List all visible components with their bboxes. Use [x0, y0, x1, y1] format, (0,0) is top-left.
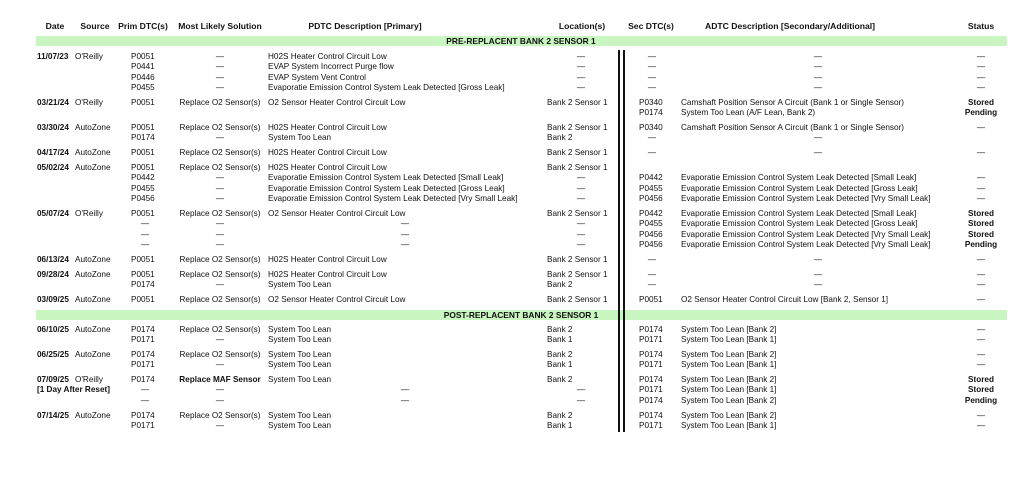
- secondary-dtc: P0456: [639, 194, 663, 204]
- column-header: ADTC Description [Secondary/Additional]: [705, 21, 875, 31]
- primary-dtc: —: [140, 385, 150, 395]
- primary-dtc: P0051: [131, 52, 155, 61]
- primary-dtc: P0051: [131, 295, 155, 304]
- entry-source: O'Reilly: [75, 52, 103, 61]
- secondary-dtc: P0174: [639, 350, 663, 359]
- primary-dtc: P0174: [131, 325, 155, 334]
- entry-date: 06/10/25: [37, 325, 69, 334]
- section-title: PRE-REPLACENT BANK 2 SENSOR 1: [446, 36, 596, 46]
- likely-solution: —: [215, 360, 225, 370]
- primary-description: —: [400, 229, 410, 239]
- primary-dtc: P0051: [131, 209, 155, 218]
- additional-description: System Too Lean [Bank 1]: [681, 335, 777, 345]
- likely-solution: —: [215, 395, 225, 405]
- secondary-dtc: —: [647, 83, 657, 93]
- likely-solution: —: [215, 421, 225, 431]
- column-header: Location(s): [558, 21, 606, 31]
- entry-source: AutoZone: [75, 255, 111, 264]
- location: Bank 2: [547, 350, 573, 359]
- additional-description: Camshaft Position Sensor A Circuit (Bank 1 or Single Sensor): [681, 123, 904, 132]
- primary-dtc: P0051: [131, 163, 155, 172]
- secondary-dtc: P0442: [639, 173, 663, 183]
- likely-solution: Replace O2 Sensor(s): [179, 270, 261, 279]
- primary-dtc: P0171: [131, 335, 155, 345]
- entry-source: AutoZone: [75, 350, 111, 359]
- primary-description: O2 Sensor Heater Control Circuit Low: [268, 295, 406, 304]
- additional-description: —: [813, 270, 823, 279]
- entry-source: AutoZone: [75, 148, 111, 157]
- status: —: [976, 295, 986, 304]
- column-header: Status: [967, 21, 995, 31]
- additional-description: Evaporatie Emission Control System Leak Detected [Vry Small Leak]: [681, 240, 931, 250]
- primary-description: Evaporatie Emission Control System Leak Detected [Gross Leak]: [268, 83, 505, 93]
- status: Stored: [968, 229, 994, 239]
- additional-description: System Too Lean [Bank 2]: [681, 325, 777, 334]
- status: Pending: [964, 395, 998, 405]
- column-header: Prim DTC(s): [118, 21, 168, 31]
- additional-description: System Too Lean [Bank 2]: [681, 350, 777, 359]
- secondary-dtc: P0171: [639, 421, 663, 431]
- additional-description: O2 Sensor Heater Control Circuit Low [Bank 2, Sensor 1]: [681, 295, 889, 304]
- column-header: Most Likely Solution: [178, 21, 262, 31]
- additional-description: —: [813, 255, 823, 264]
- secondary-dtc: P0171: [639, 335, 663, 345]
- location: Bank 2 Sensor 1: [547, 123, 608, 132]
- location: Bank 2: [547, 375, 573, 384]
- location: Bank 1: [547, 335, 573, 345]
- entry-note: [1 Day After Reset]: [37, 385, 110, 395]
- likely-solution: Replace O2 Sensor(s): [179, 209, 261, 218]
- likely-solution: Replace MAF Sensor: [179, 375, 261, 384]
- status: —: [976, 72, 986, 82]
- location: —: [576, 52, 586, 61]
- location: Bank 1: [547, 421, 573, 431]
- primary-description: System Too Lean: [268, 350, 332, 359]
- additional-description: Evaporatie Emission Control System Leak Detected [Small Leak]: [681, 209, 917, 218]
- additional-description: —: [813, 148, 823, 157]
- primary-description: Evaporatie Emission Control System Leak Detected [Gross Leak]: [268, 183, 505, 193]
- status: —: [976, 421, 986, 431]
- likely-solution: —: [215, 52, 225, 61]
- location: —: [576, 62, 586, 72]
- secondary-dtc: P0174: [639, 108, 663, 118]
- primary-dtc: P0051: [131, 270, 155, 279]
- additional-description: —: [813, 133, 823, 143]
- primary-description: System Too Lean: [268, 280, 332, 290]
- status: Stored: [968, 98, 994, 107]
- secondary-dtc: P0174: [639, 325, 663, 334]
- status: —: [976, 123, 986, 132]
- likely-solution: —: [215, 335, 225, 345]
- entry-source: AutoZone: [75, 325, 111, 334]
- entry-source: O'Reilly: [75, 98, 103, 107]
- additional-description: —: [813, 72, 823, 82]
- location: Bank 2 Sensor 1: [547, 295, 608, 304]
- location: Bank 2: [547, 280, 573, 290]
- status: Stored: [968, 385, 994, 395]
- status: —: [976, 83, 986, 93]
- entry-date: 04/17/24: [37, 148, 69, 157]
- primary-description: System Too Lean: [268, 335, 332, 345]
- primary-description: System Too Lean: [268, 421, 332, 431]
- additional-description: System Too Lean [Bank 2]: [681, 411, 777, 420]
- secondary-dtc: P0174: [639, 411, 663, 420]
- primary-description: H02S Heater Control Circuit Low: [268, 52, 387, 61]
- column-header: PDTC Description [Primary]: [308, 21, 422, 31]
- primary-description: System Too Lean: [268, 360, 332, 370]
- likely-solution: —: [215, 194, 225, 204]
- primary-dtc: P0442: [131, 173, 155, 183]
- status: —: [976, 350, 986, 359]
- primary-description: —: [400, 240, 410, 250]
- secondary-dtc: P0455: [639, 219, 663, 229]
- primary-dtc: P0174: [131, 133, 155, 143]
- likely-solution: Replace O2 Sensor(s): [179, 163, 261, 172]
- location: —: [576, 385, 586, 395]
- entry-source: O'Reilly: [75, 209, 103, 218]
- primary-dtc: —: [140, 219, 150, 229]
- primary-description: O2 Sensor Heater Control Circuit Low: [268, 98, 406, 107]
- status: Pending: [964, 108, 998, 118]
- entry-source: AutoZone: [75, 270, 111, 279]
- likely-solution: Replace O2 Sensor(s): [179, 295, 261, 304]
- entry-source: AutoZone: [75, 295, 111, 304]
- location: —: [576, 240, 586, 250]
- likely-solution: Replace O2 Sensor(s): [179, 350, 261, 359]
- likely-solution: —: [215, 83, 225, 93]
- location: Bank 2: [547, 133, 573, 143]
- primary-dtc: P0446: [131, 72, 155, 82]
- primary-description: System Too Lean: [268, 411, 332, 420]
- primary-description: H02S Heater Control Circuit Low: [268, 270, 387, 279]
- location: —: [576, 173, 586, 183]
- location: —: [576, 72, 586, 82]
- location: —: [576, 395, 586, 405]
- primary-description: H02S Heater Control Circuit Low: [268, 255, 387, 264]
- secondary-dtc: P0171: [639, 360, 663, 370]
- primary-dtc: P0174: [131, 280, 155, 290]
- likely-solution: —: [215, 173, 225, 183]
- secondary-dtc: P0456: [639, 229, 663, 239]
- column-header: Sec DTC(s): [628, 21, 674, 31]
- secondary-dtc: —: [647, 133, 657, 143]
- entry-date: 03/09/25: [37, 295, 69, 304]
- additional-description: Evaporatie Emission Control System Leak Detected [Gross Leak]: [681, 183, 918, 193]
- primary-description: Evaporatie Emission Control System Leak Detected [Small Leak]: [268, 173, 504, 183]
- secondary-dtc: P0171: [639, 385, 663, 395]
- primary-description: H02S Heater Control Circuit Low: [268, 148, 387, 157]
- location: —: [576, 83, 586, 93]
- primary-description: Evaporatie Emission Control System Leak Detected [Vry Small Leak]: [268, 194, 518, 204]
- entry-date: 03/21/24: [37, 98, 69, 107]
- column-header: Source: [80, 21, 110, 31]
- status: —: [976, 148, 986, 157]
- status: Stored: [968, 375, 994, 384]
- additional-description: Evaporatie Emission Control System Leak Detected [Vry Small Leak]: [681, 229, 931, 239]
- likely-solution: —: [215, 240, 225, 250]
- status: —: [976, 183, 986, 193]
- location: Bank 2 Sensor 1: [547, 148, 608, 157]
- primary-dtc: P0051: [131, 123, 155, 132]
- secondary-dtc: P0174: [639, 395, 663, 405]
- primary-dtc: —: [140, 395, 150, 405]
- likely-solution: —: [215, 229, 225, 239]
- primary-dtc: P0455: [131, 83, 155, 93]
- entry-source: AutoZone: [75, 163, 111, 172]
- location: Bank 2: [547, 325, 573, 334]
- primary-dtc: P0171: [131, 360, 155, 370]
- likely-solution: —: [215, 72, 225, 82]
- primary-dtc: P0456: [131, 194, 155, 204]
- status: Stored: [968, 219, 994, 229]
- secondary-dtc: P0174: [639, 375, 663, 384]
- likely-solution: —: [215, 62, 225, 72]
- location: Bank 2: [547, 411, 573, 420]
- secondary-dtc: P0340: [639, 98, 663, 107]
- status: —: [976, 52, 986, 61]
- likely-solution: Replace O2 Sensor(s): [179, 148, 261, 157]
- status: —: [976, 194, 986, 204]
- entry-source: AutoZone: [75, 123, 111, 132]
- additional-description: System Too Lean (A/F Lean, Bank 2): [681, 108, 816, 118]
- likely-solution: Replace O2 Sensor(s): [179, 98, 261, 107]
- additional-description: —: [813, 62, 823, 72]
- column-divider: [623, 50, 625, 432]
- secondary-dtc: —: [647, 52, 657, 61]
- additional-description: —: [813, 83, 823, 93]
- likely-solution: Replace O2 Sensor(s): [179, 325, 261, 334]
- additional-description: System Too Lean [Bank 1]: [681, 360, 777, 370]
- entry-date: 11/07/23: [37, 52, 69, 61]
- primary-description: O2 Sensor Heater Control Circuit Low: [268, 209, 406, 218]
- primary-dtc: P0051: [131, 148, 155, 157]
- additional-description: System Too Lean [Bank 2]: [681, 395, 777, 405]
- secondary-dtc: —: [647, 72, 657, 82]
- likely-solution: Replace O2 Sensor(s): [179, 411, 261, 420]
- likely-solution: Replace O2 Sensor(s): [179, 123, 261, 132]
- status: —: [976, 173, 986, 183]
- primary-description: System Too Lean: [268, 325, 332, 334]
- additional-description: Evaporatie Emission Control System Leak Detected [Vry Small Leak]: [681, 194, 931, 204]
- primary-dtc: —: [140, 229, 150, 239]
- primary-dtc: P0455: [131, 183, 155, 193]
- location: Bank 2 Sensor 1: [547, 270, 608, 279]
- primary-description: —: [400, 219, 410, 229]
- location: —: [576, 183, 586, 193]
- column-header: Date: [45, 21, 65, 31]
- primary-dtc: P0051: [131, 255, 155, 264]
- secondary-dtc: —: [647, 270, 657, 279]
- entry-date: 03/30/24: [37, 123, 69, 132]
- status: —: [976, 255, 986, 264]
- additional-description: Evaporatie Emission Control System Leak Detected [Gross Leak]: [681, 219, 918, 229]
- status: —: [976, 280, 986, 290]
- secondary-dtc: P0455: [639, 183, 663, 193]
- primary-dtc: P0174: [131, 350, 155, 359]
- likely-solution: —: [215, 133, 225, 143]
- primary-description: System Too Lean: [268, 375, 332, 384]
- entry-date: 07/14/25: [37, 411, 69, 420]
- secondary-dtc: P0340: [639, 123, 663, 132]
- column-divider: [618, 50, 620, 432]
- entry-date: 09/28/24: [37, 270, 69, 279]
- status: —: [976, 335, 986, 345]
- status: —: [976, 325, 986, 334]
- primary-dtc: P0051: [131, 98, 155, 107]
- location: Bank 1: [547, 360, 573, 370]
- location: Bank 2 Sensor 1: [547, 255, 608, 264]
- primary-dtc: —: [140, 240, 150, 250]
- primary-dtc: P0174: [131, 375, 155, 384]
- secondary-dtc: P0051: [639, 295, 663, 304]
- location: Bank 2 Sensor 1: [547, 209, 608, 218]
- additional-description: —: [813, 280, 823, 290]
- primary-description: H02S Heater Control Circuit Low: [268, 123, 387, 132]
- entry-date: 06/25/25: [37, 350, 69, 359]
- likely-solution: —: [215, 219, 225, 229]
- status: Stored: [968, 209, 994, 218]
- likely-solution: —: [215, 280, 225, 290]
- primary-description: H02S Heater Control Circuit Low: [268, 163, 387, 172]
- additional-description: System Too Lean [Bank 1]: [681, 421, 777, 431]
- status: —: [976, 62, 986, 72]
- entry-date: 07/09/25: [37, 375, 69, 384]
- location: Bank 2 Sensor 1: [547, 98, 608, 107]
- likely-solution: Replace O2 Sensor(s): [179, 255, 261, 264]
- entry-source: AutoZone: [75, 411, 111, 420]
- secondary-dtc: —: [647, 280, 657, 290]
- secondary-dtc: P0456: [639, 240, 663, 250]
- likely-solution: —: [215, 183, 225, 193]
- additional-description: —: [813, 52, 823, 61]
- location: Bank 2 Sensor 1: [547, 163, 608, 172]
- status: —: [976, 270, 986, 279]
- entry-date: 05/07/24: [37, 209, 69, 218]
- additional-description: Evaporatie Emission Control System Leak Detected [Small Leak]: [681, 173, 917, 183]
- primary-dtc: P0171: [131, 421, 155, 431]
- primary-description: EVAP System Vent Control: [268, 72, 366, 82]
- primary-dtc: P0441: [131, 62, 155, 72]
- secondary-dtc: —: [647, 148, 657, 157]
- entry-source: O'Reilly: [75, 375, 103, 384]
- entry-date: 06/13/24: [37, 255, 69, 264]
- secondary-dtc: P0442: [639, 209, 663, 218]
- primary-description: —: [400, 385, 410, 395]
- primary-description: —: [400, 395, 410, 405]
- primary-dtc: P0174: [131, 411, 155, 420]
- primary-description: System Too Lean: [268, 133, 332, 143]
- location: —: [576, 219, 586, 229]
- location: —: [576, 194, 586, 204]
- additional-description: System Too Lean [Bank 1]: [681, 385, 777, 395]
- section-title: POST-REPLACENT BANK 2 SENSOR 1: [443, 310, 599, 320]
- entry-date: 05/02/24: [37, 163, 69, 172]
- status: Pending: [964, 240, 998, 250]
- likely-solution: —: [215, 385, 225, 395]
- primary-description: EVAP System Incorrect Purge flow: [268, 62, 394, 72]
- secondary-dtc: —: [647, 62, 657, 72]
- secondary-dtc: —: [647, 255, 657, 264]
- additional-description: Camshaft Position Sensor A Circuit (Bank 1 or Single Sensor): [681, 98, 904, 107]
- location: —: [576, 229, 586, 239]
- additional-description: System Too Lean [Bank 2]: [681, 375, 777, 384]
- status: —: [976, 360, 986, 370]
- status: —: [976, 411, 986, 420]
